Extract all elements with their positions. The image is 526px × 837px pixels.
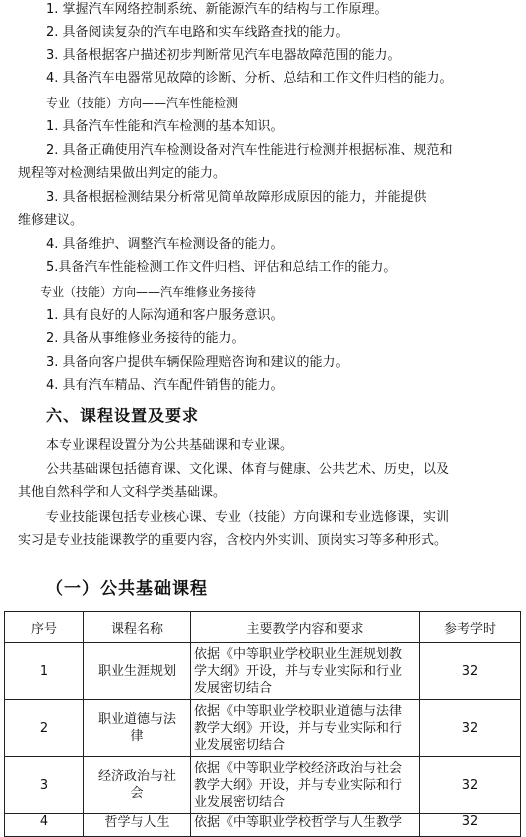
row-content (191, 814, 420, 837)
content-line: 业发展密切结合 (194, 794, 286, 810)
content-line: 业发展密切结合 (194, 737, 286, 753)
reception-item-4: 4. 具有汽车精品、汽车配件销售的能力。 (46, 378, 284, 393)
inspection-item-2a: 2. 具备正确使用汽车检测设备对汽车性能进行检测并根据标准、规范和 (46, 143, 453, 158)
row-course-name (84, 814, 191, 837)
course-name-line: 经济政治与社 (97, 769, 176, 784)
reception-item-3: 3. 具备向客户提供车辆保险理赔咨询和建议的能力。 (46, 355, 349, 370)
row-content (191, 757, 420, 814)
inspection-item-1: 1. 具备汽车性能和汽车检测的基本知识。 (46, 119, 284, 134)
inspection-item-3b: 维修建议。 (18, 213, 84, 228)
content-line: 教学大纲》开设，并与专业实际和行 (194, 720, 403, 736)
row-content (191, 700, 420, 757)
public-course-table (4, 611, 521, 837)
electrical-item-3: 3. 具备根据客户描述初步判断常见汽车电器故障范围的能力。 (46, 48, 401, 63)
inspection-title: 专业（技能）方向——汽车性能检测 (46, 96, 239, 110)
table-row (5, 757, 521, 814)
content-line: 教学大纲》开设，并与专业实际和行 (194, 777, 403, 793)
content-line: 依据《中等职业学校职业生涯规划教 (194, 646, 403, 662)
content-line: 依据《中等职业学校哲学与人生教学 (194, 815, 403, 830)
row-index: 1 (5, 643, 84, 700)
reception-item-1: 1. 具有良好的人际沟通和客户服务意识。 (46, 308, 284, 323)
inspection-item-3a: 3. 具备根据检测结果分析常见简单故障形成原因的能力，并能提供 (46, 190, 427, 205)
content-line: 依据《中等职业学校经济政治与社会 (194, 760, 403, 776)
reception-item-2: 2. 具备从事维修业务接待的能力。 (46, 331, 245, 346)
row-hours: 32 (420, 814, 521, 837)
row-hours: 32 (420, 643, 521, 700)
course-name-line: 哲学与人生 (104, 815, 170, 830)
table-row (5, 814, 521, 837)
electrical-item-2: 2. 具备阅读复杂的汽车电路和实车线路查找的能力。 (46, 25, 349, 40)
row-index: 4 (5, 814, 84, 837)
header-index: 序号 (5, 612, 84, 643)
section-six-paragraph-3a: 专业技能课包括专业核心课、专业（技能）方向课和专业选修课，实训 (46, 510, 450, 525)
header-hours: 参考学时 (420, 612, 521, 643)
reception-title: 专业（技能）方向——汽车维修业务接待 (40, 285, 257, 299)
row-course-name (84, 757, 191, 814)
row-hours: 32 (420, 700, 521, 757)
inspection-item-4: 4. 具备维护、调整汽车检测设备的能力。 (46, 237, 284, 252)
electrical-item-1: 1. 掌握汽车网络控制系统、新能源汽车的结构与工作原理。 (46, 2, 388, 17)
row-course-name (84, 700, 191, 757)
electrical-item-4: 4. 具备汽车电器常见故障的诊断、分析、总结和工作文件归档的能力。 (46, 71, 453, 86)
table-row (5, 643, 521, 700)
content-line: 发展密切结合 (194, 680, 273, 696)
course-name-line: 律 (130, 729, 144, 744)
table-row (5, 700, 521, 757)
section-six-paragraph-1: 本专业课程设置分为公共基础课和专业课。 (46, 438, 294, 453)
inspection-item-5: 5.具备汽车性能检测工作文件归档、评估和总结工作的能力。 (46, 260, 397, 275)
section-six-paragraph-2b: 其他自然科学和人文科学类基础课。 (18, 485, 227, 500)
table-header-row (5, 612, 521, 643)
content-line: 依据《中等职业学校职业道德与法律 (194, 703, 403, 719)
course-name-line: 会 (130, 786, 144, 801)
section-six-paragraph-2a: 公共基础课包括德育课、文化课、体育与健康、公共艺术、历史，以及 (46, 462, 450, 477)
row-index: 3 (5, 757, 84, 814)
content-line: 学大纲》开设，并与专业实际和行业 (194, 663, 403, 679)
course-name-line: 职业道德与法 (97, 712, 176, 727)
header-content: 主要教学内容和要求 (191, 612, 420, 643)
header-course-name: 课程名称 (84, 612, 191, 643)
row-course-name (84, 643, 191, 700)
section-six-heading: 六、课程设置及要求 (46, 406, 200, 425)
course-name-line: 职业生涯规划 (97, 663, 176, 679)
subsection-heading: （一）公共基础课程 (46, 579, 208, 599)
section-six-paragraph-3b: 实习是专业技能课教学的重要内容，含校内外实训、顶岗实习等多种形式。 (18, 533, 448, 548)
inspection-item-2b: 规程等对检测结果做出判定的能力。 (18, 166, 227, 181)
row-content (191, 643, 420, 700)
row-hours: 32 (420, 757, 521, 814)
row-index: 2 (5, 700, 84, 757)
